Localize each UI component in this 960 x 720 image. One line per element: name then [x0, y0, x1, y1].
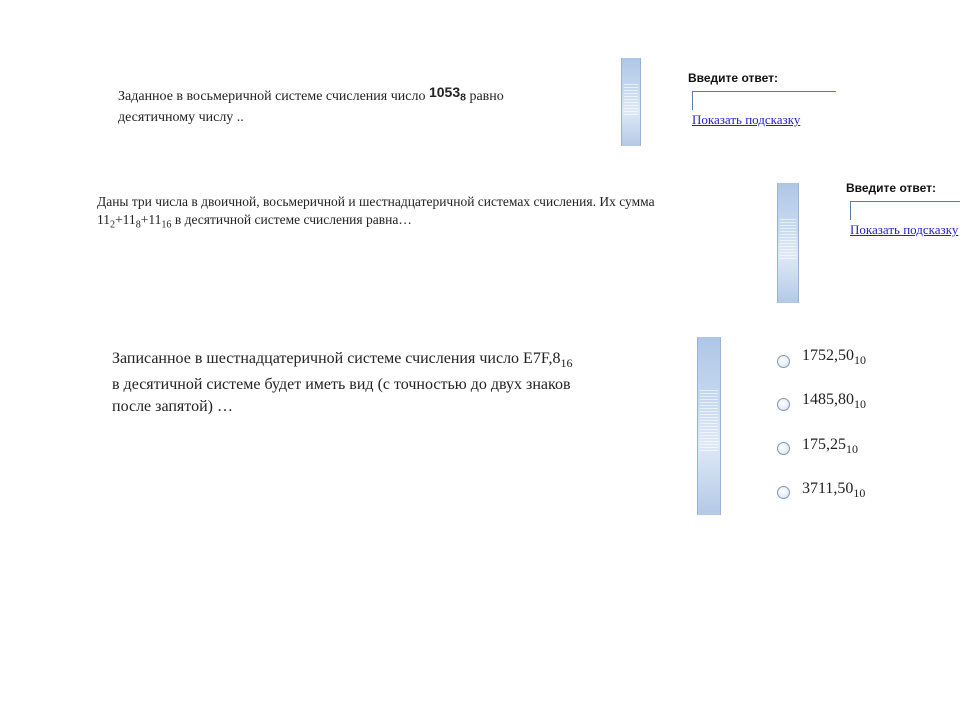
q1-hint-link[interactable]: Показать подсказку	[692, 112, 801, 127]
q3-line-3: после запятой) …	[112, 398, 233, 416]
q1-scrollbar[interactable]	[621, 58, 641, 146]
q2-sum-expression: $11_2+11_8+11_{16}$	[97, 212, 172, 231]
q2-hint-link[interactable]: Показать подсказку	[850, 222, 959, 237]
q1-text-b: равно	[469, 89, 504, 104]
q2-line-2-rest: в десятичной системе счисления равна…	[171, 212, 412, 227]
q3-scrollbar[interactable]	[697, 337, 721, 515]
q2-answer-label: Введите ответ:	[846, 181, 936, 195]
option-1-label[interactable]: $1752,50_{10}$	[802, 347, 866, 368]
option-3-label[interactable]: $175,25_{10}$	[802, 436, 858, 457]
question-3-text	[112, 348, 682, 418]
q2-answer-input[interactable]	[850, 201, 960, 220]
question-2-text	[97, 193, 777, 235]
option-4-label[interactable]: $3711,50_{10}$	[802, 480, 866, 501]
q3-line-1: Записанное в шестнадцатеричной системе счисления число $E7F,8_{16}$	[112, 350, 573, 371]
q3-line-2: в десятичной системе будет иметь вид (с точностью до двух знаков	[112, 376, 571, 394]
q1-answer-input[interactable]	[692, 91, 836, 110]
option-1-radio[interactable]	[777, 355, 790, 368]
question-1-text	[118, 82, 588, 128]
q1-number: $1053_8$	[428, 84, 466, 104]
option-4-radio[interactable]	[777, 486, 790, 499]
option-2-radio[interactable]	[777, 398, 790, 411]
q2-scrollbar[interactable]	[777, 183, 799, 303]
q2-line-1: Даны три числа в двоичной, восьмеричной и шестнадцатеричной системах счисления. Их сумма	[97, 194, 655, 209]
q1-text-a: Заданное в восьмеричной системе счисления число	[118, 89, 426, 104]
option-2-label[interactable]: $1485,80_{10}$	[802, 391, 866, 412]
q1-line-2: десятичному числу ..	[118, 109, 244, 125]
q1-answer-label: Введите ответ:	[688, 71, 778, 85]
option-3-radio[interactable]	[777, 442, 790, 455]
